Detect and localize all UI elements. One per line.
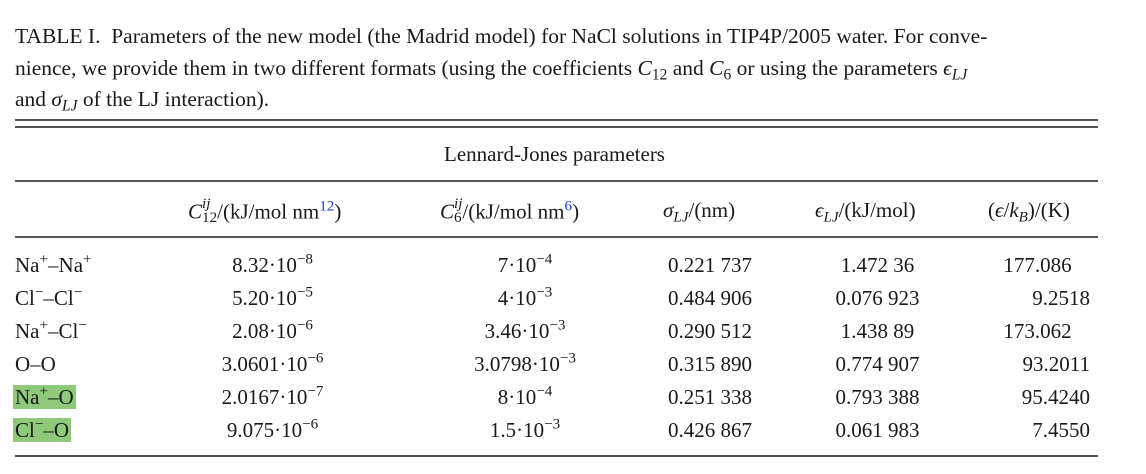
pair-label: Na+–Na+ (15, 251, 92, 277)
column-header-sigma (663, 198, 736, 226)
c12-value: $3.0601\cdot 10^{-6}$ (221, 350, 324, 376)
caption-text: Parameters of the new model (the Madrid model) for NaCl solutions in TIP4P/2005 water. For conve- (111, 24, 988, 48)
table-row (0, 253, 1146, 286)
epsilon-value: 1.472 36 (840, 253, 915, 277)
bottom-rule (15, 455, 1098, 457)
math-symbol: ϵ (995, 198, 1004, 222)
unit-text: )/(K) (1027, 198, 1070, 222)
group-header-rule (15, 180, 1098, 182)
epsilon-value: 0.076 923 (835, 286, 920, 310)
c12-value: $2.0167\cdot 10^{-7}$ (221, 383, 324, 409)
c12-value: $8.32\cdot 10^{-8}$ (232, 251, 313, 277)
epsilon-kb-value: 9.2518 (1032, 286, 1090, 310)
math-subscript: 12 (651, 66, 668, 84)
pair-label: Na+–Cl− (15, 317, 87, 343)
caption-text: and (15, 87, 52, 111)
math-symbol: C (440, 199, 455, 224)
pair-label: Cl−–Cl− (15, 284, 83, 310)
caption-text: or using the parameters (731, 55, 944, 80)
math-subscript: 6 (454, 209, 462, 226)
math-symbol: σ (663, 198, 674, 222)
c6-value: $4\cdot 10^{-3}$ (497, 284, 553, 310)
caption-line-2 (15, 53, 1100, 85)
math-superscript: ij (202, 196, 211, 212)
epsilon-kb-value: 7.4550 (1032, 418, 1090, 442)
table-label: TABLE I. (15, 24, 101, 48)
math-subscript: B (1018, 209, 1028, 226)
epsilon-kb-value: 95.4240 (1021, 385, 1090, 409)
c6-value: $7\cdot 10^{-4}$ (497, 251, 553, 277)
table-row (0, 418, 1146, 451)
table-caption (15, 21, 1100, 116)
column-header-epsilon-over-kb (988, 198, 1070, 226)
sigma-value: 0.315 890 (668, 352, 752, 376)
math-symbol: C (637, 55, 652, 80)
c6-value: $1.5\cdot 10^{-3}$ (489, 416, 561, 442)
sigma-value: 0.221 737 (668, 253, 752, 277)
epsilon-value: 0.774 907 (835, 352, 920, 376)
caption-text: of the LJ interaction). (77, 87, 270, 111)
top-rule-2 (15, 126, 1098, 128)
unit-text: ) (572, 199, 580, 224)
c6-value: $8\cdot 10^{-4}$ (497, 383, 553, 409)
unit-text: /(kJ/mol nm (217, 199, 320, 224)
sigma-value: 0.290 512 (668, 319, 752, 343)
epsilon-kb-value: 93.2011 (1022, 352, 1090, 376)
math-symbol: k (1009, 198, 1019, 222)
table-row (0, 385, 1146, 418)
epsilon-value: 0.793 388 (835, 385, 920, 409)
epsilon-kb-value: 177.086 (1003, 253, 1072, 277)
group-header-label: Lennard-Jones parameters (444, 142, 665, 166)
c12-value: $9.075\cdot 10^{-6}$ (226, 416, 319, 442)
c12-value: $2.08\cdot 10^{-6}$ (232, 317, 313, 343)
pair-label-highlighted: Cl−–O (15, 416, 70, 442)
math-symbol: ϵ (815, 198, 824, 222)
unit-text: ) (334, 199, 342, 224)
caption-text: and (667, 55, 710, 80)
caption-text: nience, we provide them in two different formats (using the coefficients (15, 55, 638, 80)
table-row (0, 286, 1146, 319)
math-symbol: σ (51, 87, 63, 111)
table-row (0, 352, 1146, 385)
group-header (15, 142, 1098, 167)
c12-value: $5.20\cdot 10^{-5}$ (232, 284, 313, 310)
math-subscript: LJ (951, 66, 968, 84)
column-header-rule (15, 236, 1098, 238)
epsilon-value: 0.061 983 (835, 418, 920, 442)
unit-text: /(kJ/mol) (838, 198, 916, 222)
column-header-c6 (440, 198, 579, 225)
unit-exponent-link[interactable]: 12 (319, 198, 335, 215)
math-symbol: C (188, 199, 203, 224)
unit-text: /(kJ/mol nm (462, 199, 565, 224)
c6-value: $3.0798\cdot 10^{-3}$ (474, 350, 576, 376)
sigma-value: 0.251 338 (668, 385, 752, 409)
caption-line-3 (15, 84, 1100, 116)
math-symbol: ϵ (943, 55, 952, 80)
math-subscript: LJ (62, 97, 78, 115)
column-header-c12 (188, 198, 341, 225)
math-subscript: 12 (202, 209, 218, 226)
unit-text: /(nm) (688, 198, 736, 222)
math-subscript: LJ (673, 209, 689, 226)
unit-text: ( (988, 198, 995, 222)
sigma-value: 0.426 867 (668, 418, 752, 442)
top-rule-1 (15, 119, 1098, 121)
epsilon-value: 1.438 89 (840, 319, 915, 343)
math-subscript: LJ (823, 209, 839, 226)
math-symbol: C (709, 55, 724, 80)
table-row (0, 319, 1146, 352)
pair-label: O–O (15, 352, 56, 376)
caption-line-1 (15, 21, 1100, 53)
unit-text: / (1003, 198, 1010, 222)
math-subscript: 6 (723, 66, 732, 84)
pair-label-highlighted: Na+–O (15, 383, 74, 409)
sigma-value: 0.484 906 (668, 286, 752, 310)
column-header-epsilon (815, 198, 916, 226)
unit-exponent-link[interactable]: 6 (564, 198, 573, 215)
math-superscript: ij (454, 196, 463, 212)
c6-value: $3.46\cdot 10^{-3}$ (484, 317, 566, 343)
epsilon-kb-value: 173.062 (1003, 319, 1072, 343)
